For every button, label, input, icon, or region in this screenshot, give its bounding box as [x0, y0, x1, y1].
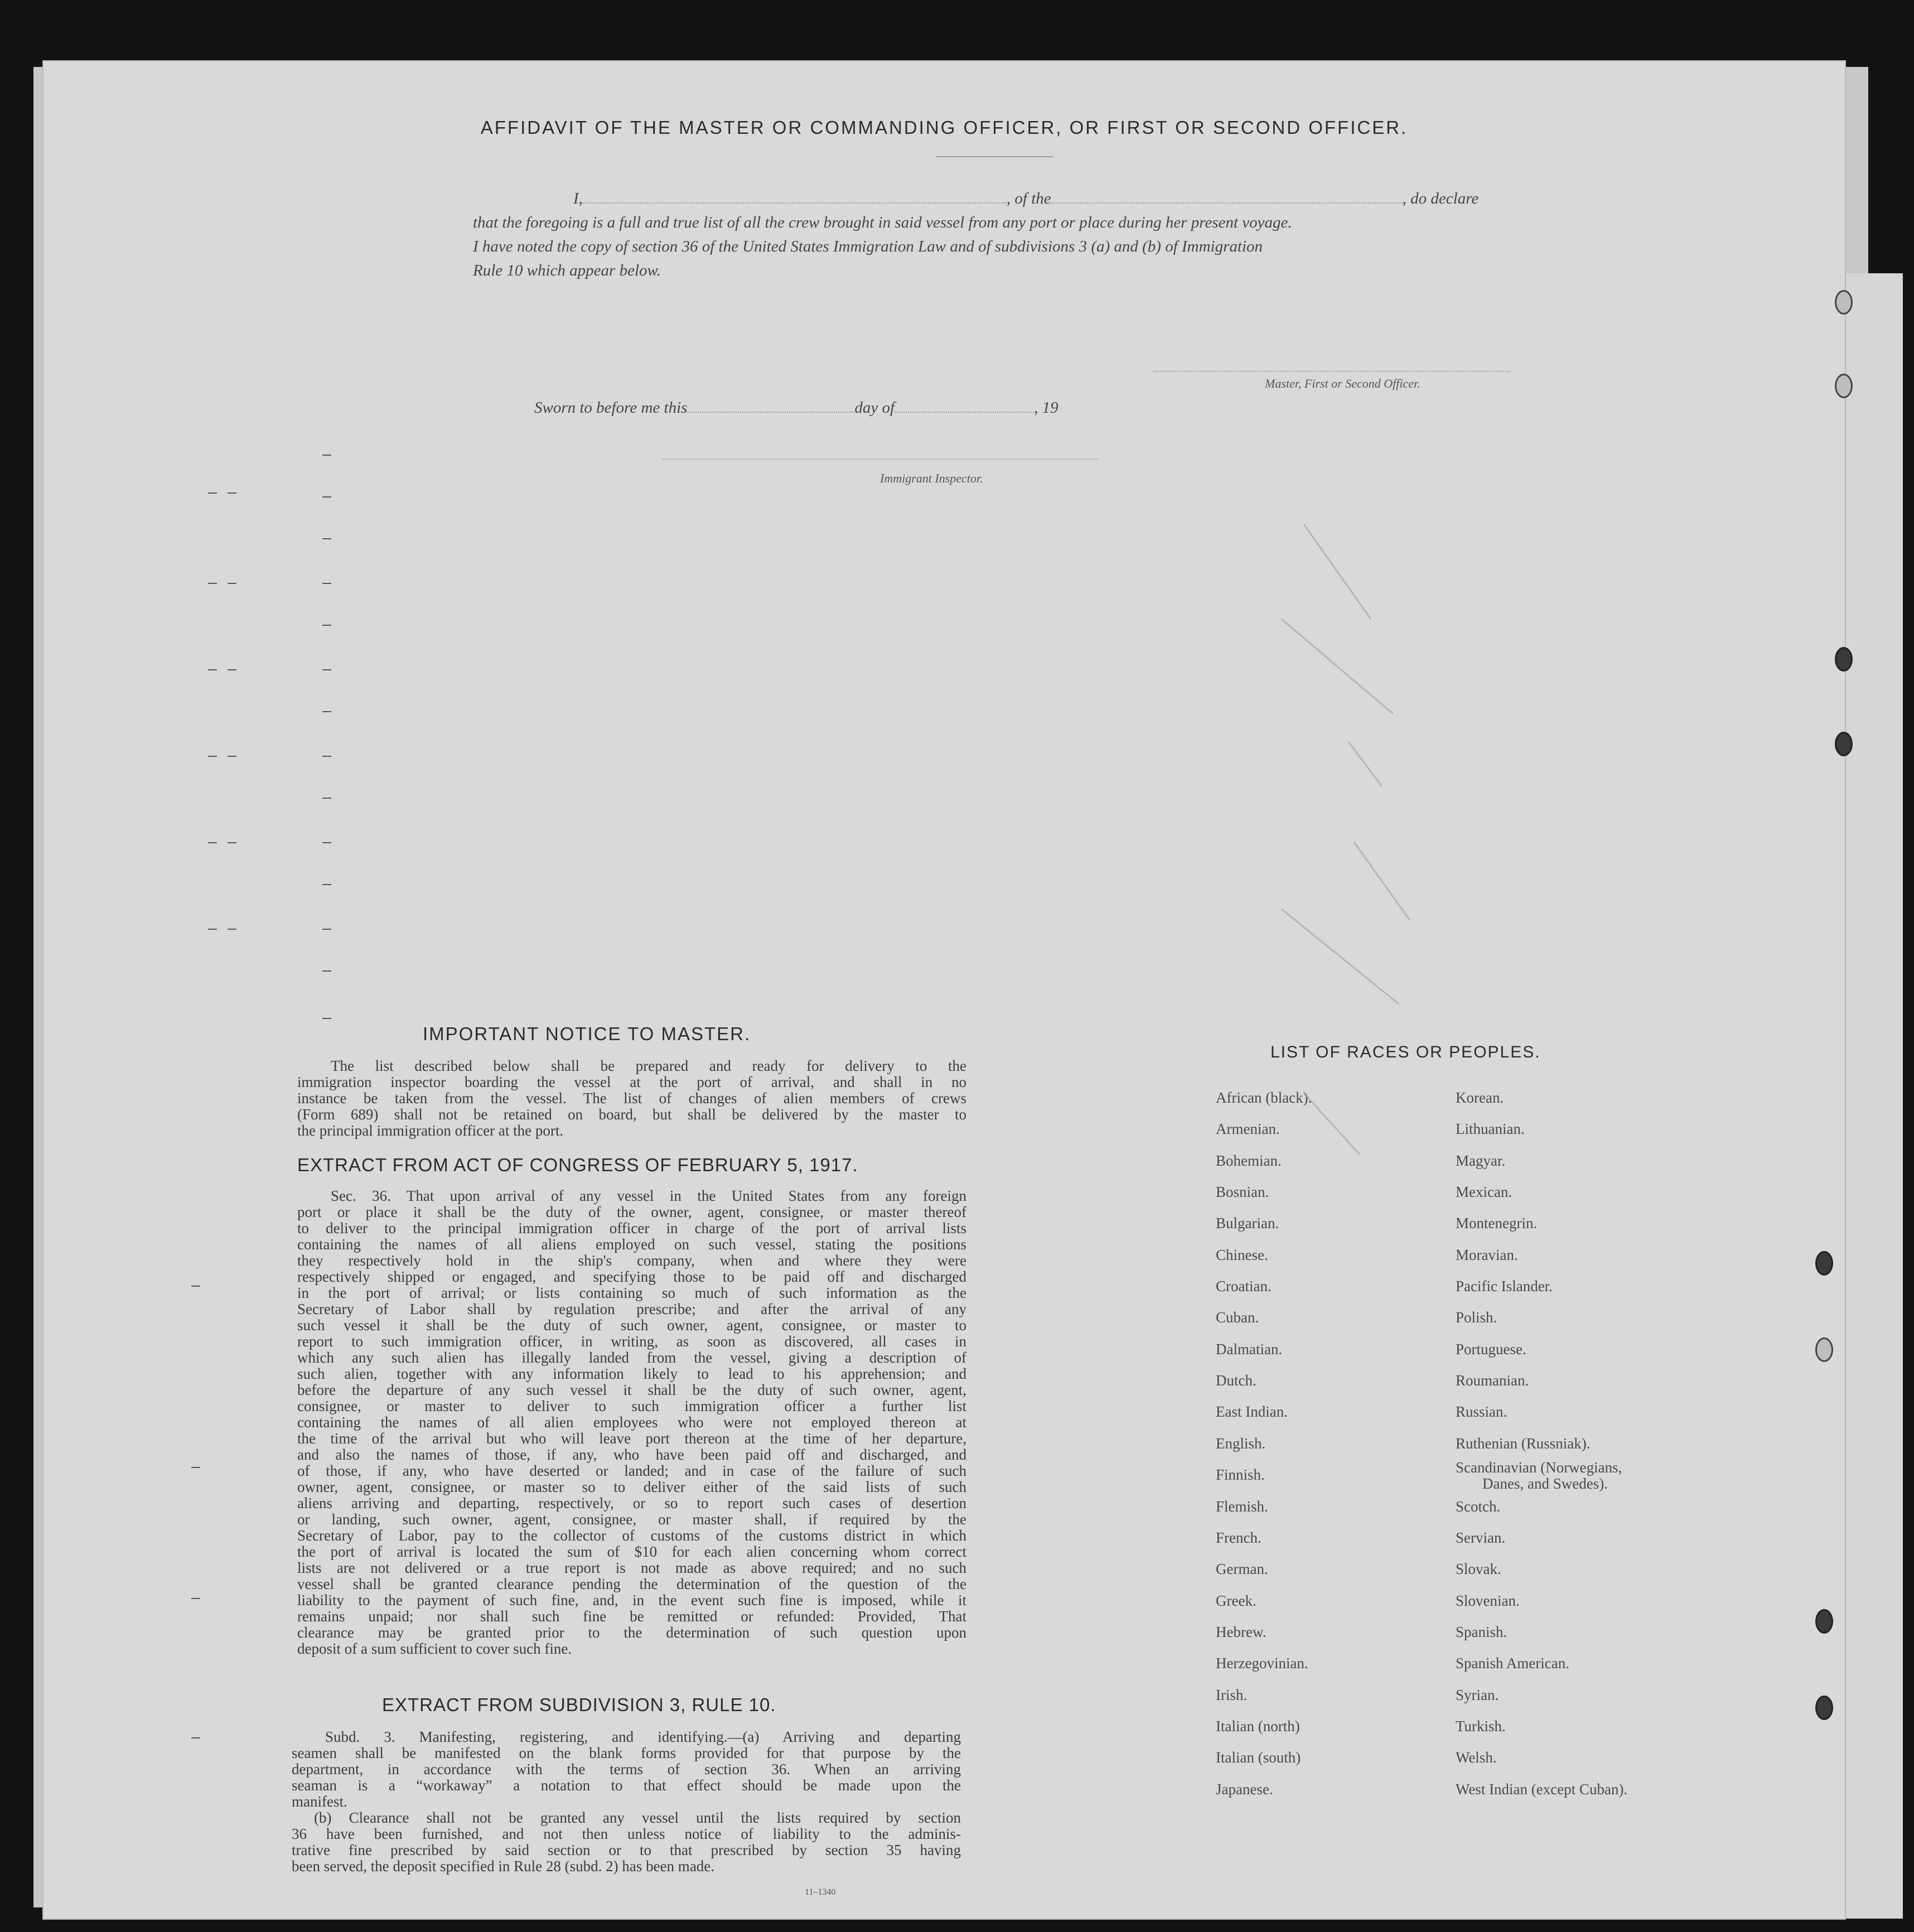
notice-line: immigration inspector boarding the vessel at the port of arrival, and shall in no	[297, 1074, 966, 1090]
subdivision-title: EXTRACT FROM SUBDIVISION 3, RULE 10.	[382, 1694, 776, 1715]
binder-hole	[1835, 290, 1853, 315]
race-item: Magyar.	[1456, 1152, 1506, 1169]
race-item: Flemish.	[1216, 1498, 1268, 1515]
notice-line: the principal immigration officer at the port.	[297, 1122, 564, 1139]
margin-tick	[322, 583, 331, 584]
race-item: Turkish.	[1456, 1718, 1506, 1735]
margin-tick	[208, 929, 217, 930]
inspector-signature-line[interactable]	[663, 458, 1098, 460]
margin-tick	[228, 756, 236, 757]
vessel-blank[interactable]	[1051, 202, 1403, 204]
margin-tick	[322, 970, 331, 972]
declaration-line-4: Rule 10 which appear below.	[473, 262, 661, 279]
race-item: Mexican.	[1456, 1184, 1512, 1200]
act-line: the port of arrival is located the sum of $10 for each alien concerning whom correct	[297, 1543, 966, 1560]
subdivision-line: seamen shall be manifested on the blank forms provided for that purpose by the	[292, 1745, 961, 1761]
act-line: report to such immigration officer, in writing, as soon as discovered, all cases in	[297, 1333, 966, 1350]
margin-tick	[208, 756, 217, 757]
act-line: Secretary of Labor, pay to the collector of customs of the customs district in which	[297, 1527, 966, 1544]
race-item: African (black).	[1216, 1089, 1312, 1106]
margin-tick	[208, 842, 217, 843]
race-item: Scotch.	[1456, 1498, 1501, 1515]
act-line: consignee, or master to deliver to such immigration officer a further list	[297, 1398, 966, 1414]
declaration-line-2: that the foregoing is a full and true list of all the crew brought in said vessel from any port or place during her present voyage.	[473, 214, 1292, 231]
binder-hole	[1815, 1696, 1833, 1720]
race-item: Bohemian.	[1216, 1152, 1282, 1169]
margin-tick	[191, 1467, 200, 1468]
race-item: Montenegrin.	[1456, 1215, 1538, 1231]
sworn-statement	[534, 399, 1058, 417]
subdivision-line: manifest.	[292, 1793, 347, 1810]
act-line: of those, if any, who have deserted or landed; and in case of the failure of such	[297, 1462, 966, 1479]
declaration-do-declare: , do declare	[1402, 190, 1479, 207]
margin-tick	[208, 583, 217, 584]
act-line: which any such alien has illegally landed from the vessel, giving a description of	[297, 1349, 966, 1366]
act-line: deposit of a sum sufficient to cover such fine.	[297, 1640, 572, 1657]
affidavit-title: AFFIDAVIT OF THE MASTER OR COMMANDING OFFICER, OR FIRST OR SECOND OFFICER.	[480, 117, 1408, 138]
sworn-label: Sworn to before me this	[534, 399, 688, 417]
margin-tick	[322, 625, 331, 626]
notice-title: IMPORTANT NOTICE TO MASTER.	[423, 1023, 751, 1044]
margin-tick	[322, 798, 331, 799]
race-item: Spanish American.	[1456, 1655, 1569, 1672]
race-item: Dalmatian.	[1216, 1341, 1283, 1358]
margin-tick	[191, 1598, 200, 1599]
year-label: , 19	[1034, 399, 1058, 417]
race-item: Moravian.	[1456, 1247, 1518, 1263]
act-line: to deliver to the principal immigration officer in charge of the port of arrival lists	[297, 1220, 966, 1237]
race-item: Lithuanian.	[1456, 1120, 1525, 1137]
subdivision-line: department, in accordance with the terms of section 36. When an arriving	[292, 1761, 961, 1778]
day-of-label: day of	[854, 399, 895, 417]
margin-tick	[322, 1018, 331, 1019]
act-line: containing the names of all alien employees who were not employed thereon at	[297, 1414, 966, 1431]
race-item: Slovak.	[1456, 1561, 1501, 1577]
race-item: Slovenian.	[1456, 1592, 1520, 1609]
subdivision-line: been served, the deposit specified in Rule 28 (subd. 2) has been made.	[292, 1858, 715, 1875]
master-signature-line[interactable]	[1153, 371, 1510, 372]
race-item: Syrian.	[1456, 1687, 1499, 1703]
race-item: Spanish.	[1456, 1624, 1507, 1640]
document-page	[44, 61, 1845, 1919]
race-item: Scandinavian (Norwegians,	[1456, 1459, 1622, 1476]
paper-right-edge	[1835, 273, 1903, 1919]
declaration-i: I,	[573, 190, 583, 207]
binder-hole	[1835, 647, 1853, 672]
race-item: Japanese.	[1216, 1781, 1273, 1798]
subdivision-line: Subd. 3. Manifesting, registering, and identifying.—(a) Arriving and departing	[325, 1728, 961, 1745]
race-item: Italian (north)	[1216, 1718, 1300, 1735]
race-item: West Indian (except Cuban).	[1456, 1781, 1628, 1798]
race-item: Dutch.	[1216, 1372, 1256, 1389]
act-line: such vessel it shall be the duty of such owner, agent, consignee, or master to	[297, 1317, 966, 1334]
subdivision-line: (b) Clearance shall not be granted any vessel until the lists required by section	[314, 1809, 961, 1826]
title-rule	[936, 156, 1053, 157]
race-item: Danes, and Swedes).	[1482, 1475, 1608, 1492]
binder-hole	[1815, 1251, 1833, 1276]
act-line: liability to the payment of such fine, and, in the event such fine is imposed, while it	[297, 1592, 966, 1609]
act-line: aliens arriving and departing, respectively, or so to report such cases of desertion	[297, 1495, 966, 1511]
race-item: French.	[1216, 1529, 1262, 1546]
margin-tick	[322, 669, 331, 670]
margin-tick	[322, 884, 331, 885]
race-item: Welsh.	[1456, 1749, 1497, 1766]
race-item: Korean.	[1456, 1089, 1504, 1106]
margin-tick	[228, 583, 236, 584]
act-line: before the departure of any such vessel it shall be the duty of such owner, agent,	[297, 1382, 966, 1398]
margin-tick	[322, 711, 331, 712]
race-item: Greek.	[1216, 1592, 1256, 1609]
act-line: they respectively hold in the ship's company, when and where they were	[297, 1252, 966, 1269]
race-item: Hebrew.	[1216, 1624, 1267, 1640]
margin-tick	[208, 492, 217, 494]
day-blank[interactable]	[687, 412, 854, 413]
race-item: East Indian.	[1216, 1403, 1288, 1420]
act-line: Secretary of Labor shall by regulation prescribe; and after the arrival of any	[297, 1301, 966, 1317]
declaration-text	[473, 187, 1560, 283]
race-item: Pacific Islander.	[1456, 1278, 1553, 1295]
race-item: Russian.	[1456, 1403, 1507, 1420]
binder-hole	[1835, 732, 1853, 756]
margin-tick	[228, 929, 236, 930]
margin-tick	[191, 1286, 200, 1287]
race-item: Herzegovinian.	[1216, 1655, 1308, 1672]
margin-tick	[322, 455, 331, 456]
race-item: Croatian.	[1216, 1278, 1272, 1295]
race-item: Polish.	[1456, 1309, 1497, 1326]
act-title: EXTRACT FROM ACT OF CONGRESS OF FEBRUARY 5, 1917.	[297, 1155, 858, 1175]
act-line: respectively shipped or engaged, and specifying those to be paid off and discharged	[297, 1268, 966, 1285]
subdivision-line: seaman is a “workaway” a notation to that effect should be made upon the	[292, 1777, 961, 1794]
races-title: LIST OF RACES OR PEOPLES.	[1270, 1043, 1541, 1061]
race-item: Cuban.	[1216, 1309, 1259, 1326]
act-line: in the port of arrival; or lists containing so much of such information as the	[297, 1284, 966, 1301]
race-item: Bulgarian.	[1216, 1215, 1279, 1231]
act-line: containing the names of all aliens employed on such vessel, stating the positions	[297, 1236, 966, 1253]
act-line: the time of the arrival but who will leave port thereon at the time of her departure,	[297, 1430, 966, 1447]
race-item: Servian.	[1456, 1529, 1506, 1546]
margin-tick	[322, 496, 331, 498]
race-item: German.	[1216, 1561, 1268, 1577]
margin-tick	[228, 842, 236, 843]
subdivision-3-text	[292, 1729, 961, 1875]
margin-tick	[208, 669, 217, 670]
inspector-signature-label: Immigrant Inspector.	[880, 471, 983, 485]
declaration-of-the: , of the	[1006, 190, 1051, 207]
margin-tick	[322, 756, 331, 757]
notice-body	[297, 1058, 966, 1139]
race-item: Roumanian.	[1456, 1372, 1529, 1389]
margin-tick	[322, 842, 331, 843]
act-line: lists are not delivered or a true report is not made as above required; and no such	[297, 1559, 966, 1576]
margin-tick	[322, 929, 331, 930]
race-item: Bosnian.	[1216, 1184, 1269, 1200]
act-line: or landing, such owner, agent, consignee, or master shall, if required by the	[297, 1511, 966, 1528]
act-line: and also the names of those, if any, who have been paid off and discharged, and	[297, 1446, 966, 1463]
act-line: port or place it shall be the duty of the owner, agent, consignee, or master thereof	[297, 1204, 966, 1220]
act-line: Sec. 36. That upon arrival of any vessel in the United States from any foreign	[331, 1187, 966, 1204]
race-item: Armenian.	[1216, 1120, 1280, 1137]
race-item: Portuguese.	[1456, 1341, 1526, 1358]
race-item: Ruthenian (Russniak).	[1456, 1435, 1591, 1452]
margin-tick	[228, 669, 236, 670]
race-item: Irish.	[1216, 1687, 1248, 1703]
binder-hole	[1835, 374, 1853, 398]
name-blank[interactable]	[583, 202, 1007, 204]
month-blank[interactable]	[895, 412, 1034, 413]
section-36-text	[297, 1188, 966, 1657]
binder-hole	[1815, 1609, 1833, 1634]
act-line: clearance may be granted prior to the determination of such question upon	[297, 1624, 966, 1641]
margin-tick	[191, 1737, 200, 1738]
act-line: owner, agent, consignee, or master so to deliver either of the said lists of such	[297, 1479, 966, 1495]
act-line: vessel shall be granted clearance pending the determination of the question of the	[297, 1576, 966, 1592]
race-item: Italian (south)	[1216, 1749, 1301, 1766]
form-number: 11–1340	[805, 1887, 836, 1897]
notice-line: instance be taken from the vessel. The list of changes of alien members of crews	[297, 1090, 966, 1107]
binder-hole	[1815, 1337, 1833, 1362]
margin-tick	[322, 538, 331, 539]
declaration-line-3: I have noted the copy of section 36 of the United States Immigration Law and of subdivisions 3 (a) and (b) of Immigration	[473, 238, 1263, 255]
notice-line: (Form 689) shall not be retained on board, but shall be delivered by the master to	[297, 1106, 966, 1123]
master-signature-label: Master, First or Second Officer.	[1265, 376, 1420, 390]
race-item: Chinese.	[1216, 1247, 1268, 1263]
notice-line: The list described below shall be prepared and ready for delivery to the	[331, 1057, 966, 1074]
race-item: Finnish.	[1216, 1466, 1265, 1483]
pencil-marks	[1270, 452, 1505, 1177]
race-item: English.	[1216, 1435, 1266, 1452]
act-line: remains unpaid; nor shall such fine be remitted or refunded: Provided, That	[297, 1608, 966, 1625]
act-line: such alien, together with any information likely to lead to his apprehension; and	[297, 1365, 966, 1382]
margin-tick	[228, 492, 236, 494]
subdivision-line: 36 have been furnished, and not then unless notice of liability to the adminis-	[292, 1825, 961, 1842]
subdivision-line: trative fine prescribed by said section or to that prescribed by section 35 having	[292, 1842, 961, 1858]
